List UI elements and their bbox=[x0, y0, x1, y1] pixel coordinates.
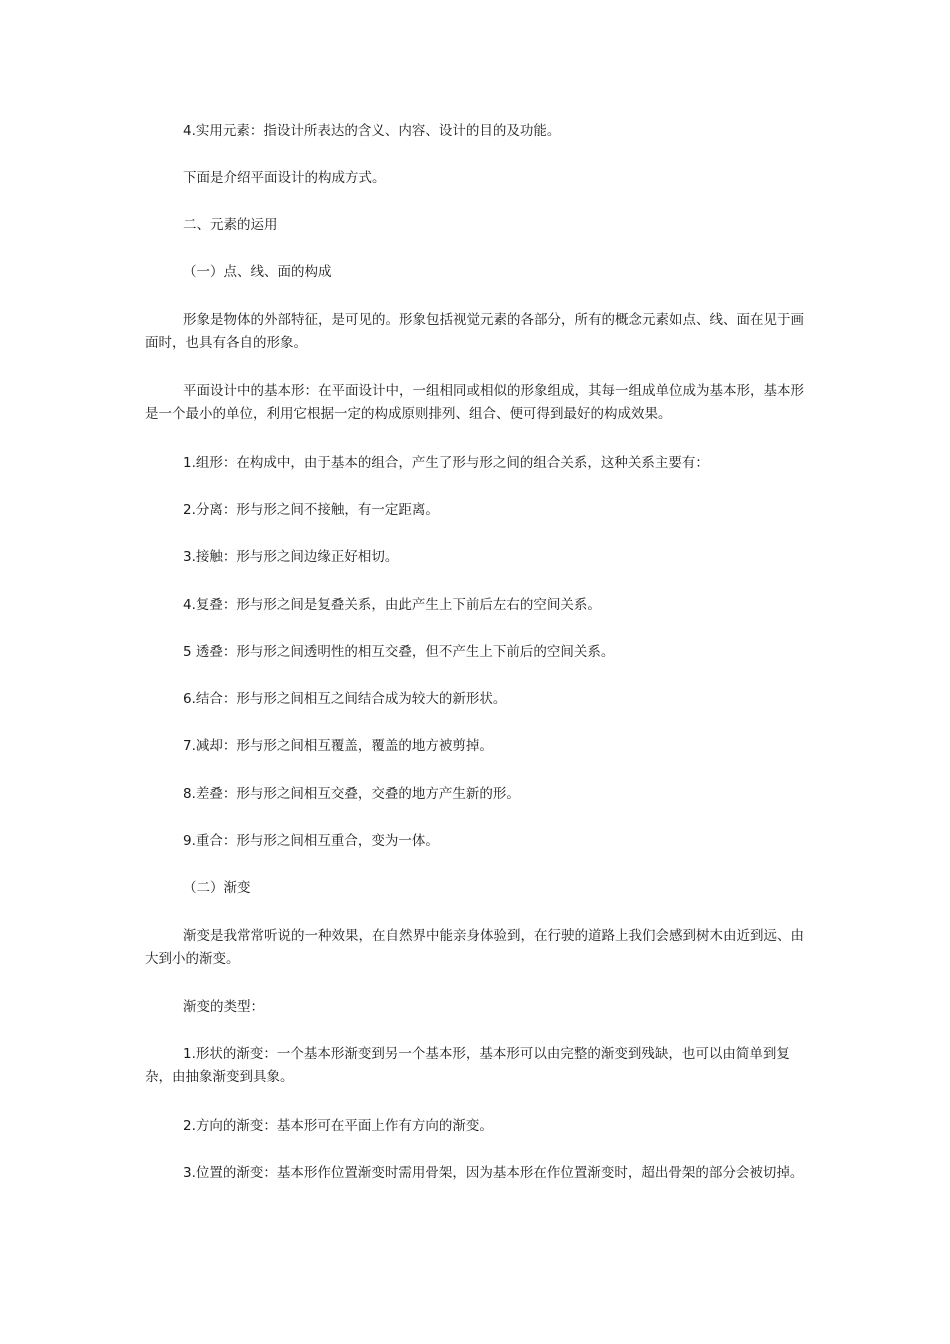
list-item-separation: 2.分离：形与形之间不接触，有一定距离。 bbox=[183, 502, 439, 518]
subsection-heading-point-line-plane: （一）点、线、面的构成 bbox=[183, 264, 332, 280]
list-item-direction-gradation: 2.方向的渐变：基本形可在平面上作有方向的渐变。 bbox=[183, 1118, 493, 1134]
list-item-coincide: 9.重合：形与形之间相互重合，变为一体。 bbox=[183, 833, 439, 849]
paragraph-practical-elements: 4.实用元素：指设计所表达的含义、内容、设计的目的及功能。 bbox=[183, 123, 561, 139]
list-item-grouping: 1.组形：在构成中，由于基本的组合，产生了形与形之间的组合关系，这种关系主要有： bbox=[183, 455, 709, 471]
list-item-union: 6.结合：形与形之间相互之间结合成为较大的新形状。 bbox=[183, 691, 507, 707]
paragraph-form-definition: 形象是物体的外部特征，是可见的。形象包括视觉元素的各部分，所有的概念元素如点、线、面在见于画面时，也具有各自的形象。 bbox=[145, 312, 804, 351]
paragraph-gradation-types: 渐变的类型： bbox=[183, 999, 264, 1015]
list-item-overlap: 4.复叠：形与形之间是复叠关系，由此产生上下前后左右的空间关系。 bbox=[183, 597, 601, 613]
list-item-contact: 3.接触：形与形之间边缘正好相切。 bbox=[183, 549, 399, 565]
subsection-heading-gradation: （二）渐变 bbox=[183, 880, 251, 896]
list-item-shape-gradation: 1.形状的渐变：一个基本形渐变到另一个基本形，基本形可以由完整的渐变到残缺，也可以由简单到复杂，由抽象渐变到具象。 bbox=[145, 1046, 790, 1085]
list-item-transparent-overlap: 5 透叠：形与形之间透明性的相互交叠，但不产生上下前后的空间关系。 bbox=[183, 644, 615, 660]
list-item-difference: 8.差叠：形与形之间相互交叠，交叠的地方产生新的形。 bbox=[183, 786, 520, 802]
section-heading-element-usage: 二、元素的运用 bbox=[183, 217, 278, 233]
paragraph-intro-composition: 下面是介绍平面设计的构成方式。 bbox=[183, 170, 386, 186]
list-item-position-gradation: 3.位置的渐变：基本形作位置渐变时需用骨架，因为基本形在作位置渐变时，超出骨架的部分会被切掉。 bbox=[183, 1165, 804, 1181]
paragraph-basic-form: 平面设计中的基本形：在平面设计中，一组相同或相似的形象组成，其每一组成单位成为基本形，基本形是一个最小的单位，利用它根据一定的构成原则排列、组合、便可得到最好的构成效果。 bbox=[145, 383, 804, 422]
paragraph-gradation-definition: 渐变是我常常听说的一种效果，在自然界中能亲身体验到，在行驶的道路上我们会感到树木由近到远、由大到小的渐变。 bbox=[145, 928, 804, 967]
list-item-subtraction: 7.减却：形与形之间相互覆盖，覆盖的地方被剪掉。 bbox=[183, 738, 493, 754]
